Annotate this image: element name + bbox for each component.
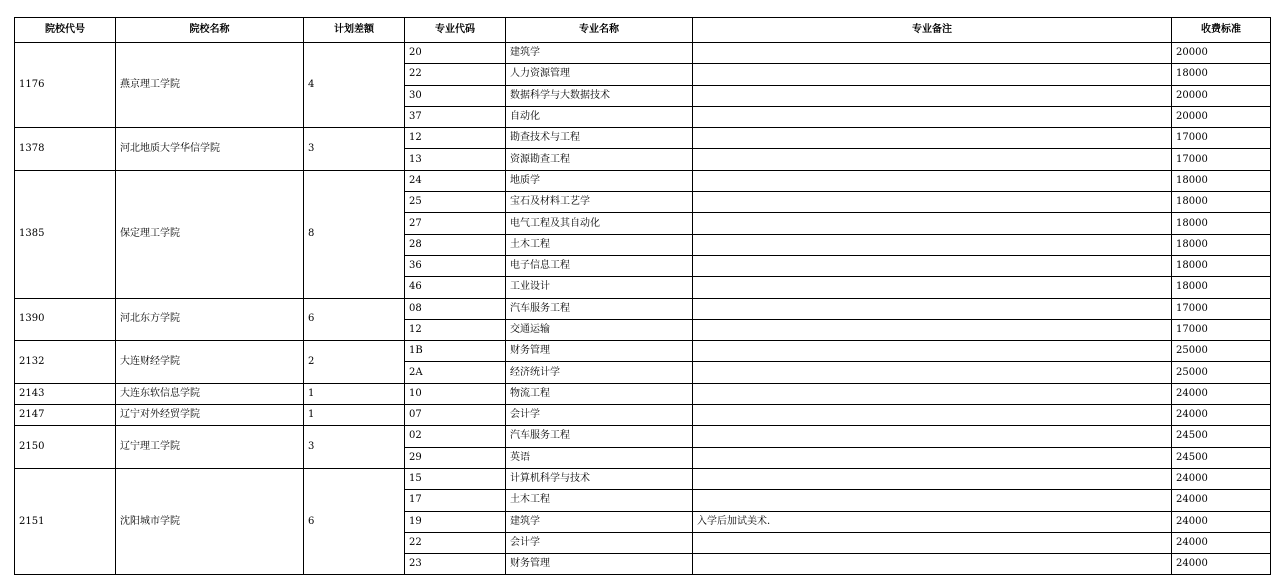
header-school-code: 院校代号 [15,18,116,43]
major-code-cell: 22 [405,532,506,553]
major-code-cell: 20 [405,43,506,64]
major-note-cell [693,106,1172,127]
major-name-cell: 会计学 [506,405,693,426]
fee-cell: 24000 [1172,490,1271,511]
fee-cell: 20000 [1172,43,1271,64]
major-name-cell: 勘查技术与工程 [506,128,693,149]
fee-cell: 24000 [1172,383,1271,404]
major-code-cell: 02 [405,426,506,447]
major-name-cell: 数据科学与大数据技术 [506,85,693,106]
fee-cell: 24000 [1172,532,1271,553]
header-major-note: 专业备注 [693,18,1172,43]
fee-cell: 24000 [1172,405,1271,426]
table-row [15,341,1271,362]
major-name-cell: 交通运输 [506,319,693,340]
school-code-cell: 2151 [15,468,116,574]
school-name-cell: 辽宁理工学院 [116,426,304,469]
major-note-cell [693,447,1172,468]
major-note-cell [693,341,1172,362]
table-row [15,468,1271,489]
major-code-cell: 22 [405,64,506,85]
major-code-cell: 29 [405,447,506,468]
major-code-cell: 19 [405,511,506,532]
major-name-cell: 汽车服务工程 [506,426,693,447]
major-code-cell: 25 [405,192,506,213]
plan-gap-cell: 4 [304,43,405,128]
major-name-cell: 电气工程及其自动化 [506,213,693,234]
major-code-cell: 10 [405,383,506,404]
major-name-cell: 汽车服务工程 [506,298,693,319]
fee-cell: 18000 [1172,192,1271,213]
major-note-cell [693,554,1172,575]
header-plan-gap: 计划差额 [304,18,405,43]
fee-cell: 18000 [1172,234,1271,255]
major-note-cell [693,149,1172,170]
major-code-cell: 1B [405,341,506,362]
major-code-cell: 28 [405,234,506,255]
table-row [15,426,1271,447]
major-name-cell: 经济统计学 [506,362,693,383]
major-code-cell: 08 [405,298,506,319]
major-code-cell: 13 [405,149,506,170]
school-code-cell: 2150 [15,426,116,469]
header-school-name: 院校名称 [116,18,304,43]
school-code-cell: 1390 [15,298,116,341]
major-code-cell: 27 [405,213,506,234]
major-note-cell [693,64,1172,85]
fee-cell: 18000 [1172,255,1271,276]
school-name-cell: 河北东方学院 [116,298,304,341]
major-name-cell: 土木工程 [506,234,693,255]
major-code-cell: 24 [405,170,506,191]
fee-cell: 18000 [1172,213,1271,234]
table-row [15,43,1271,64]
major-note-cell [693,468,1172,489]
school-name-cell: 燕京理工学院 [116,43,304,128]
fee-cell: 24000 [1172,511,1271,532]
fee-cell: 24500 [1172,426,1271,447]
major-note-cell [693,362,1172,383]
school-code-cell: 2132 [15,341,116,384]
fee-cell: 24500 [1172,447,1271,468]
table-row [15,405,1271,426]
major-note-cell [693,426,1172,447]
major-code-cell: 12 [405,128,506,149]
major-name-cell: 电子信息工程 [506,255,693,276]
major-note-cell [693,192,1172,213]
major-name-cell: 财务管理 [506,554,693,575]
major-code-cell: 46 [405,277,506,298]
major-name-cell: 英语 [506,447,693,468]
major-note-cell [693,490,1172,511]
fee-cell: 17000 [1172,319,1271,340]
major-name-cell: 计算机科学与技术 [506,468,693,489]
major-name-cell: 会计学 [506,532,693,553]
major-note-cell [693,43,1172,64]
major-name-cell: 建筑学 [506,511,693,532]
major-code-cell: 37 [405,106,506,127]
fee-cell: 17000 [1172,298,1271,319]
fee-cell: 18000 [1172,170,1271,191]
major-note-cell [693,128,1172,149]
fee-cell: 24000 [1172,468,1271,489]
school-code-cell: 2147 [15,405,116,426]
major-code-cell: 2A [405,362,506,383]
major-name-cell: 物流工程 [506,383,693,404]
major-name-cell: 地质学 [506,170,693,191]
major-name-cell: 资源勘查工程 [506,149,693,170]
plan-gap-cell: 3 [304,426,405,469]
major-code-cell: 17 [405,490,506,511]
plan-gap-cell: 3 [304,128,405,171]
table-body [15,43,1271,575]
header-major-code: 专业代码 [405,18,506,43]
major-code-cell: 30 [405,85,506,106]
major-code-cell: 07 [405,405,506,426]
major-note-cell [693,277,1172,298]
fee-cell: 18000 [1172,64,1271,85]
school-name-cell: 沈阳城市学院 [116,468,304,574]
plan-gap-cell: 1 [304,383,405,404]
major-code-cell: 15 [405,468,506,489]
major-name-cell: 自动化 [506,106,693,127]
major-name-cell: 建筑学 [506,43,693,64]
school-code-cell: 1378 [15,128,116,171]
plan-gap-cell: 1 [304,405,405,426]
school-code-cell: 1176 [15,43,116,128]
fee-cell: 18000 [1172,277,1271,298]
school-code-cell: 1385 [15,170,116,298]
fee-cell: 17000 [1172,149,1271,170]
major-note-cell [693,383,1172,404]
table-header-row [15,18,1271,43]
plan-gap-cell: 8 [304,170,405,298]
plan-gap-cell: 6 [304,298,405,341]
school-name-cell: 辽宁对外经贸学院 [116,405,304,426]
table-row [15,383,1271,404]
fee-cell: 25000 [1172,341,1271,362]
major-note-cell [693,532,1172,553]
plan-gap-cell: 2 [304,341,405,384]
fee-cell: 20000 [1172,85,1271,106]
major-code-cell: 23 [405,554,506,575]
major-note-cell [693,170,1172,191]
major-note-cell [693,405,1172,426]
school-name-cell: 河北地质大学华信学院 [116,128,304,171]
major-name-cell: 财务管理 [506,341,693,362]
fee-cell: 25000 [1172,362,1271,383]
fee-cell: 20000 [1172,106,1271,127]
table-row [15,298,1271,319]
school-name-cell: 保定理工学院 [116,170,304,298]
plan-gap-cell: 6 [304,468,405,574]
fee-cell: 24000 [1172,554,1271,575]
header-major-name: 专业名称 [506,18,693,43]
major-name-cell: 宝石及材料工艺学 [506,192,693,213]
major-code-cell: 36 [405,255,506,276]
table-row [15,128,1271,149]
admission-table [14,17,1271,575]
major-note-cell [693,85,1172,106]
major-note-cell [693,298,1172,319]
major-note-cell [693,213,1172,234]
school-code-cell: 2143 [15,383,116,404]
major-code-cell: 12 [405,319,506,340]
major-name-cell: 人力资源管理 [506,64,693,85]
major-note-cell: 入学后加试美术. [693,511,1172,532]
header-fee: 收费标准 [1172,18,1271,43]
school-name-cell: 大连财经学院 [116,341,304,384]
major-note-cell [693,234,1172,255]
major-name-cell: 工业设计 [506,277,693,298]
major-note-cell [693,319,1172,340]
table-row [15,170,1271,191]
major-note-cell [693,255,1172,276]
major-name-cell: 土木工程 [506,490,693,511]
school-name-cell: 大连东软信息学院 [116,383,304,404]
fee-cell: 17000 [1172,128,1271,149]
